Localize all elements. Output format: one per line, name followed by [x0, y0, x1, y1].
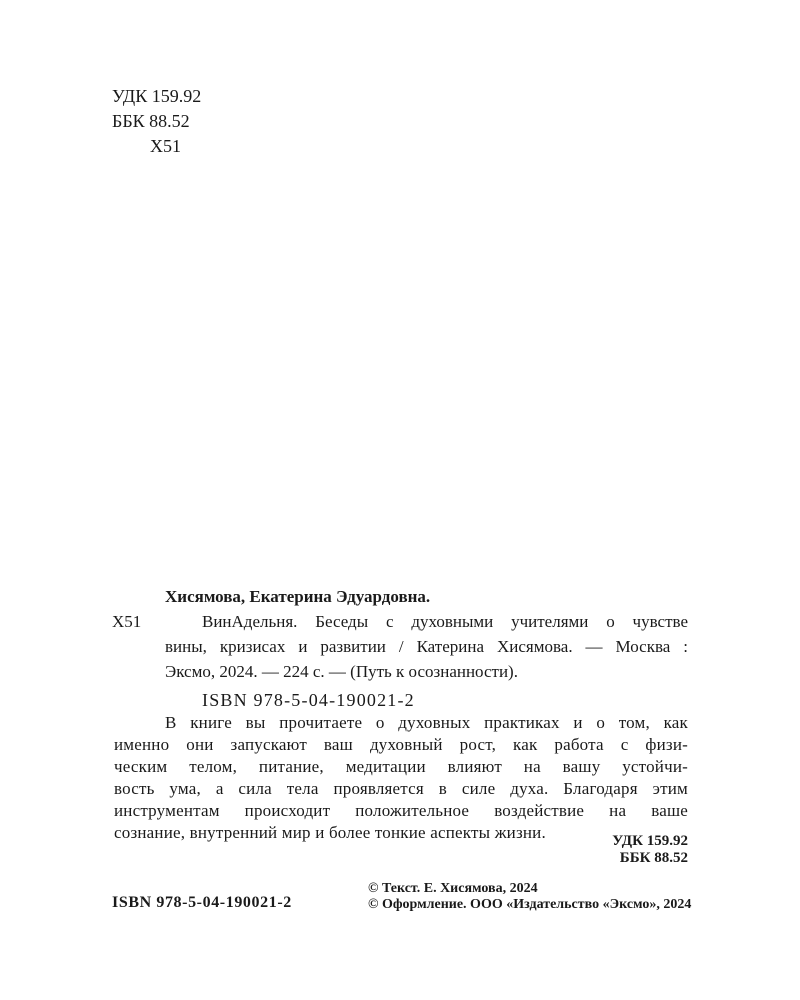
annotation-line: сознание, внутренний мир и более тонкие аспекты жизни.	[114, 823, 546, 842]
bbk-code: ББК 88.52	[112, 111, 190, 131]
top-classification-codes	[112, 84, 201, 159]
author-heading: Хисямова, Екатерина Эдуардовна.	[165, 587, 431, 606]
annotation-line: ческим телом, питание, медитации влияют на вашу устойчи-	[114, 757, 688, 776]
annotation-line: вость ума, а сила тела проявляется в силе духа. Благодаря этим	[114, 779, 688, 798]
catalog-card	[112, 584, 688, 713]
annotation-line: именно они запускают ваш духовный рост, как работа с физи-	[114, 735, 688, 754]
copyright-design-line: © Оформление. ООО «Издательство «Эксмо», 2024	[368, 897, 692, 912]
annotation-line: В книге вы прочитаете о духовных практиках и о том, как	[165, 713, 688, 732]
catalog-margin-code: Х51	[112, 612, 142, 631]
isbn-number: ISBN 978-5-04-190021-2	[202, 690, 415, 710]
udk-code-bottom: УДК 159.92	[612, 833, 688, 849]
bibliographic-description-line: вины, кризисах и развитии / Катерина Хисямова. — Москва :	[165, 637, 688, 656]
annotation-line: инструментам происходит положительное воздействие на ваше	[114, 801, 688, 820]
copyright-text-line: © Текст. Е. Хисямова, 2024	[368, 881, 538, 896]
footer-isbn-number: ISBN 978-5-04-190021-2	[112, 894, 292, 911]
copyright-block	[368, 881, 691, 913]
bibliographic-description-line: ВинАдельня. Беседы с духовными учителями о чувстве	[202, 612, 688, 631]
udk-code: УДК 159.92	[112, 86, 202, 106]
author-sign-code: Х51	[150, 136, 181, 156]
bbk-code-bottom: ББК 88.52	[619, 850, 688, 866]
bibliographic-description-line: Эксмо, 2024. — 224 с. — (Путь к осознанности).	[165, 662, 518, 681]
annotation-paragraph	[114, 712, 688, 844]
catalog-card-body	[165, 584, 688, 713]
bottom-classification-codes	[612, 833, 688, 867]
